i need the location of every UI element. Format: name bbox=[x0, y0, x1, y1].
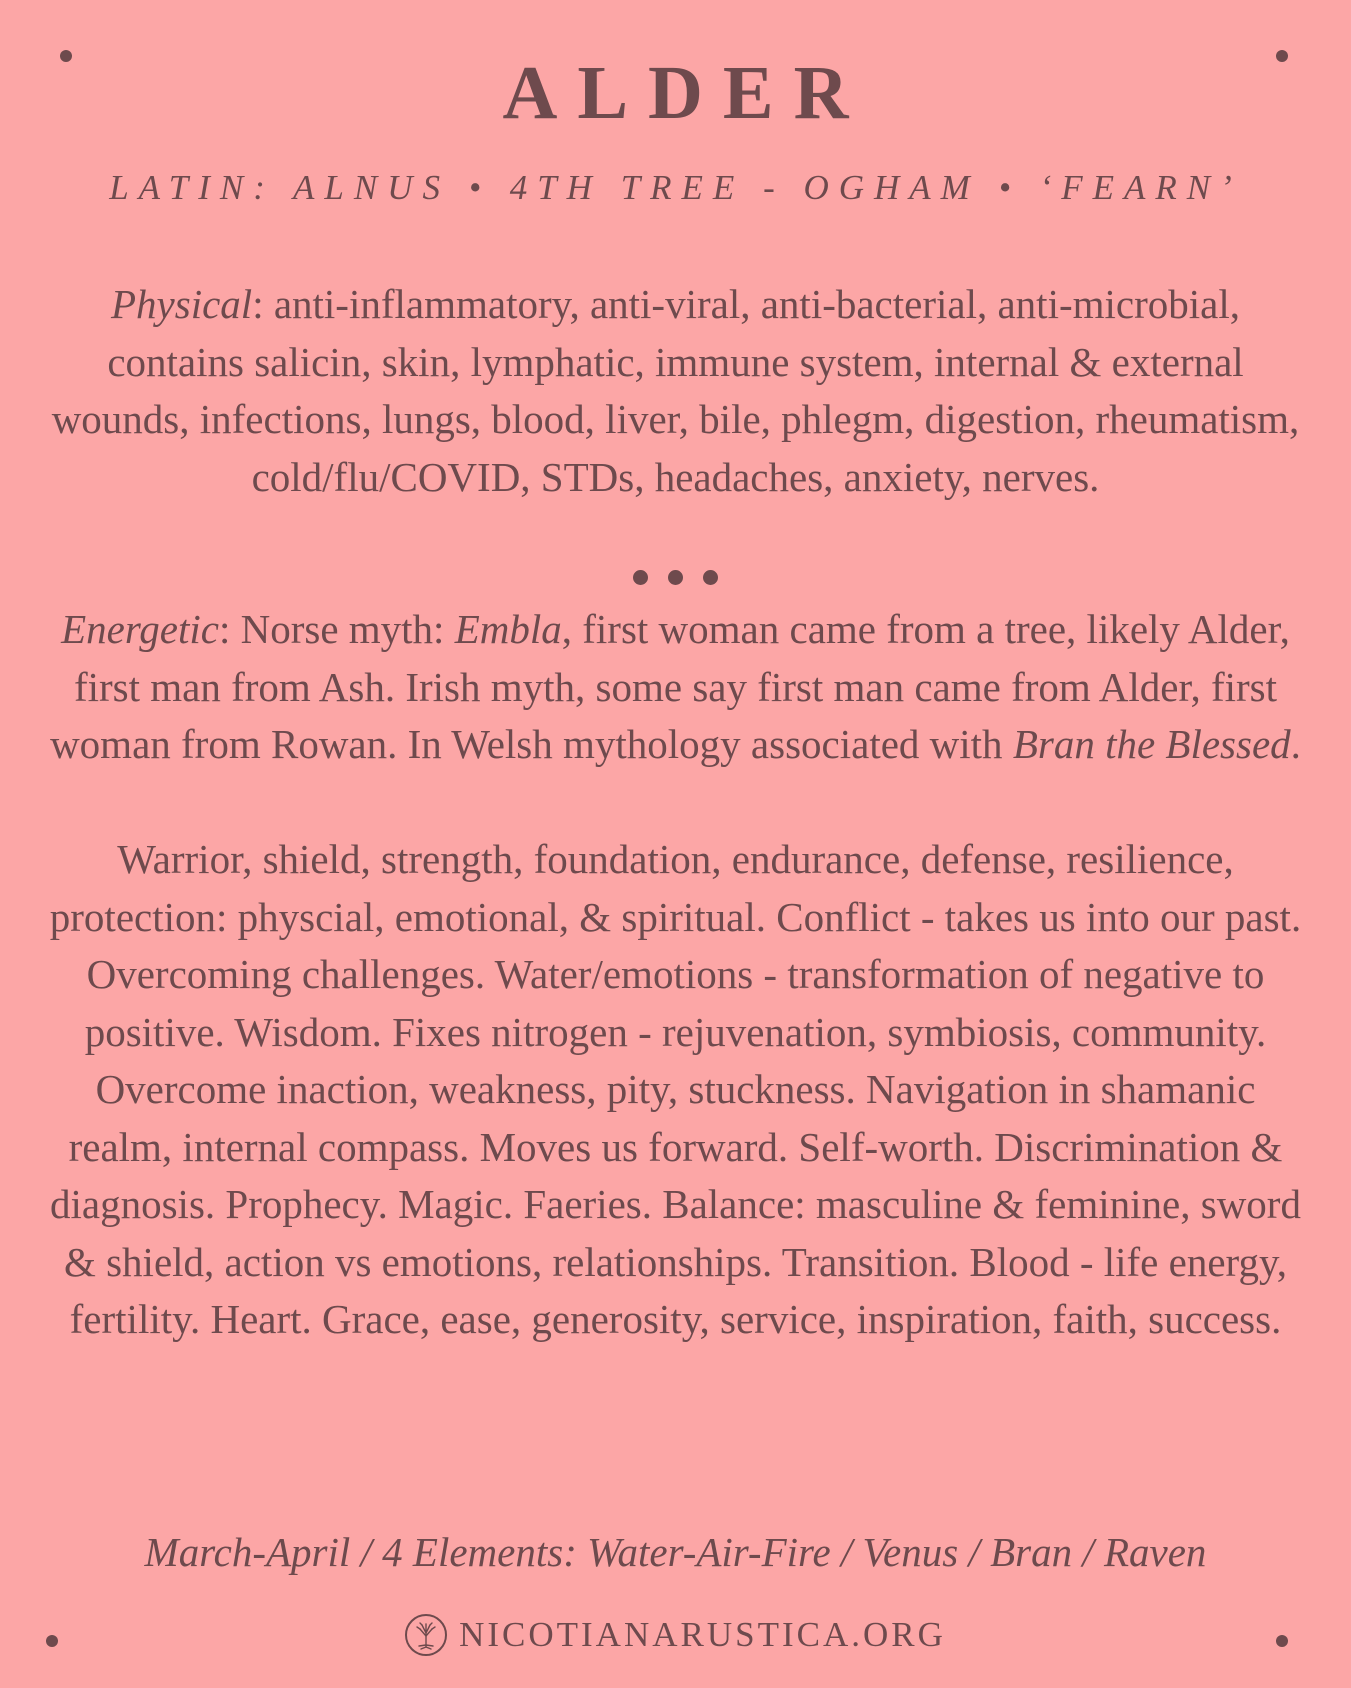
brand-footer[interactable] bbox=[0, 1614, 1351, 1656]
separator-dot bbox=[668, 570, 683, 585]
physical-section bbox=[40, 276, 1311, 506]
physical-text: : anti-inflammatory, anti-viral, anti-bacterial, anti-microbial, contains salicin, skin, lymphatic, immune system, internal & external wounds, infections, lungs, blood, liver, bile, phlegm, digestion, rheumatism, cold/flu/COVID, STDs, headaches, anxiety, nerves. bbox=[51, 281, 1300, 500]
section-separator bbox=[0, 570, 1351, 585]
page-title: ALDER bbox=[502, 51, 869, 135]
separator-dot bbox=[703, 570, 718, 585]
energetic-label: Energetic bbox=[61, 606, 219, 652]
energetic-text-3: . bbox=[1290, 721, 1301, 767]
virtues-section: Warrior, shield, strength, foundation, endurance, defense, resilience, protection: physcial, emotional, & spiritual. Conflict - takes us into our past. Overcoming challenges. Water/emotions - transformation of negative to positive. Wisdom. Fixes nitrogen - rejuvenation, symbiosis, community. Overcome inaction, weakness, pity, stuckness. Navigation in shamanic realm, internal compass. Moves us forward. Self-worth. Discrimination & diagnosis. Prophecy. Magic. Faeries. Balance: masculine & feminine, sword & shield, action vs emotions, relationships. Transition. Blood - life energy, fertility. Heart. Grace, ease, generosity, service, inspiration, faith, success. bbox=[49, 836, 1302, 1342]
energetic-text-2: , first woman came from a tree, likely Alder, first man from Ash. Irish myth, some say first man came from Alder, first woman from Rowan. In Welsh mythology associated with bbox=[50, 606, 1290, 767]
energetic-section bbox=[40, 601, 1311, 774]
bran-name: Bran the Blessed bbox=[1012, 721, 1291, 767]
subtitle: LATIN: ALNUS • 4TH TREE - OGHAM • ‘FEARN’ bbox=[109, 168, 1242, 207]
separator-dot bbox=[633, 570, 648, 585]
tree-of-life-icon bbox=[405, 1614, 447, 1656]
embla-name: Embla bbox=[454, 606, 562, 652]
energetic-text-1: : Norse myth: bbox=[218, 606, 455, 652]
physical-label: Physical bbox=[111, 281, 253, 327]
correspondences-line: March-April / 4 Elements: Water-Air-Fire / Venus / Bran / Raven bbox=[144, 1529, 1207, 1575]
brand-url[interactable]: NICOTIANARUSTICA.ORG bbox=[459, 1615, 946, 1654]
